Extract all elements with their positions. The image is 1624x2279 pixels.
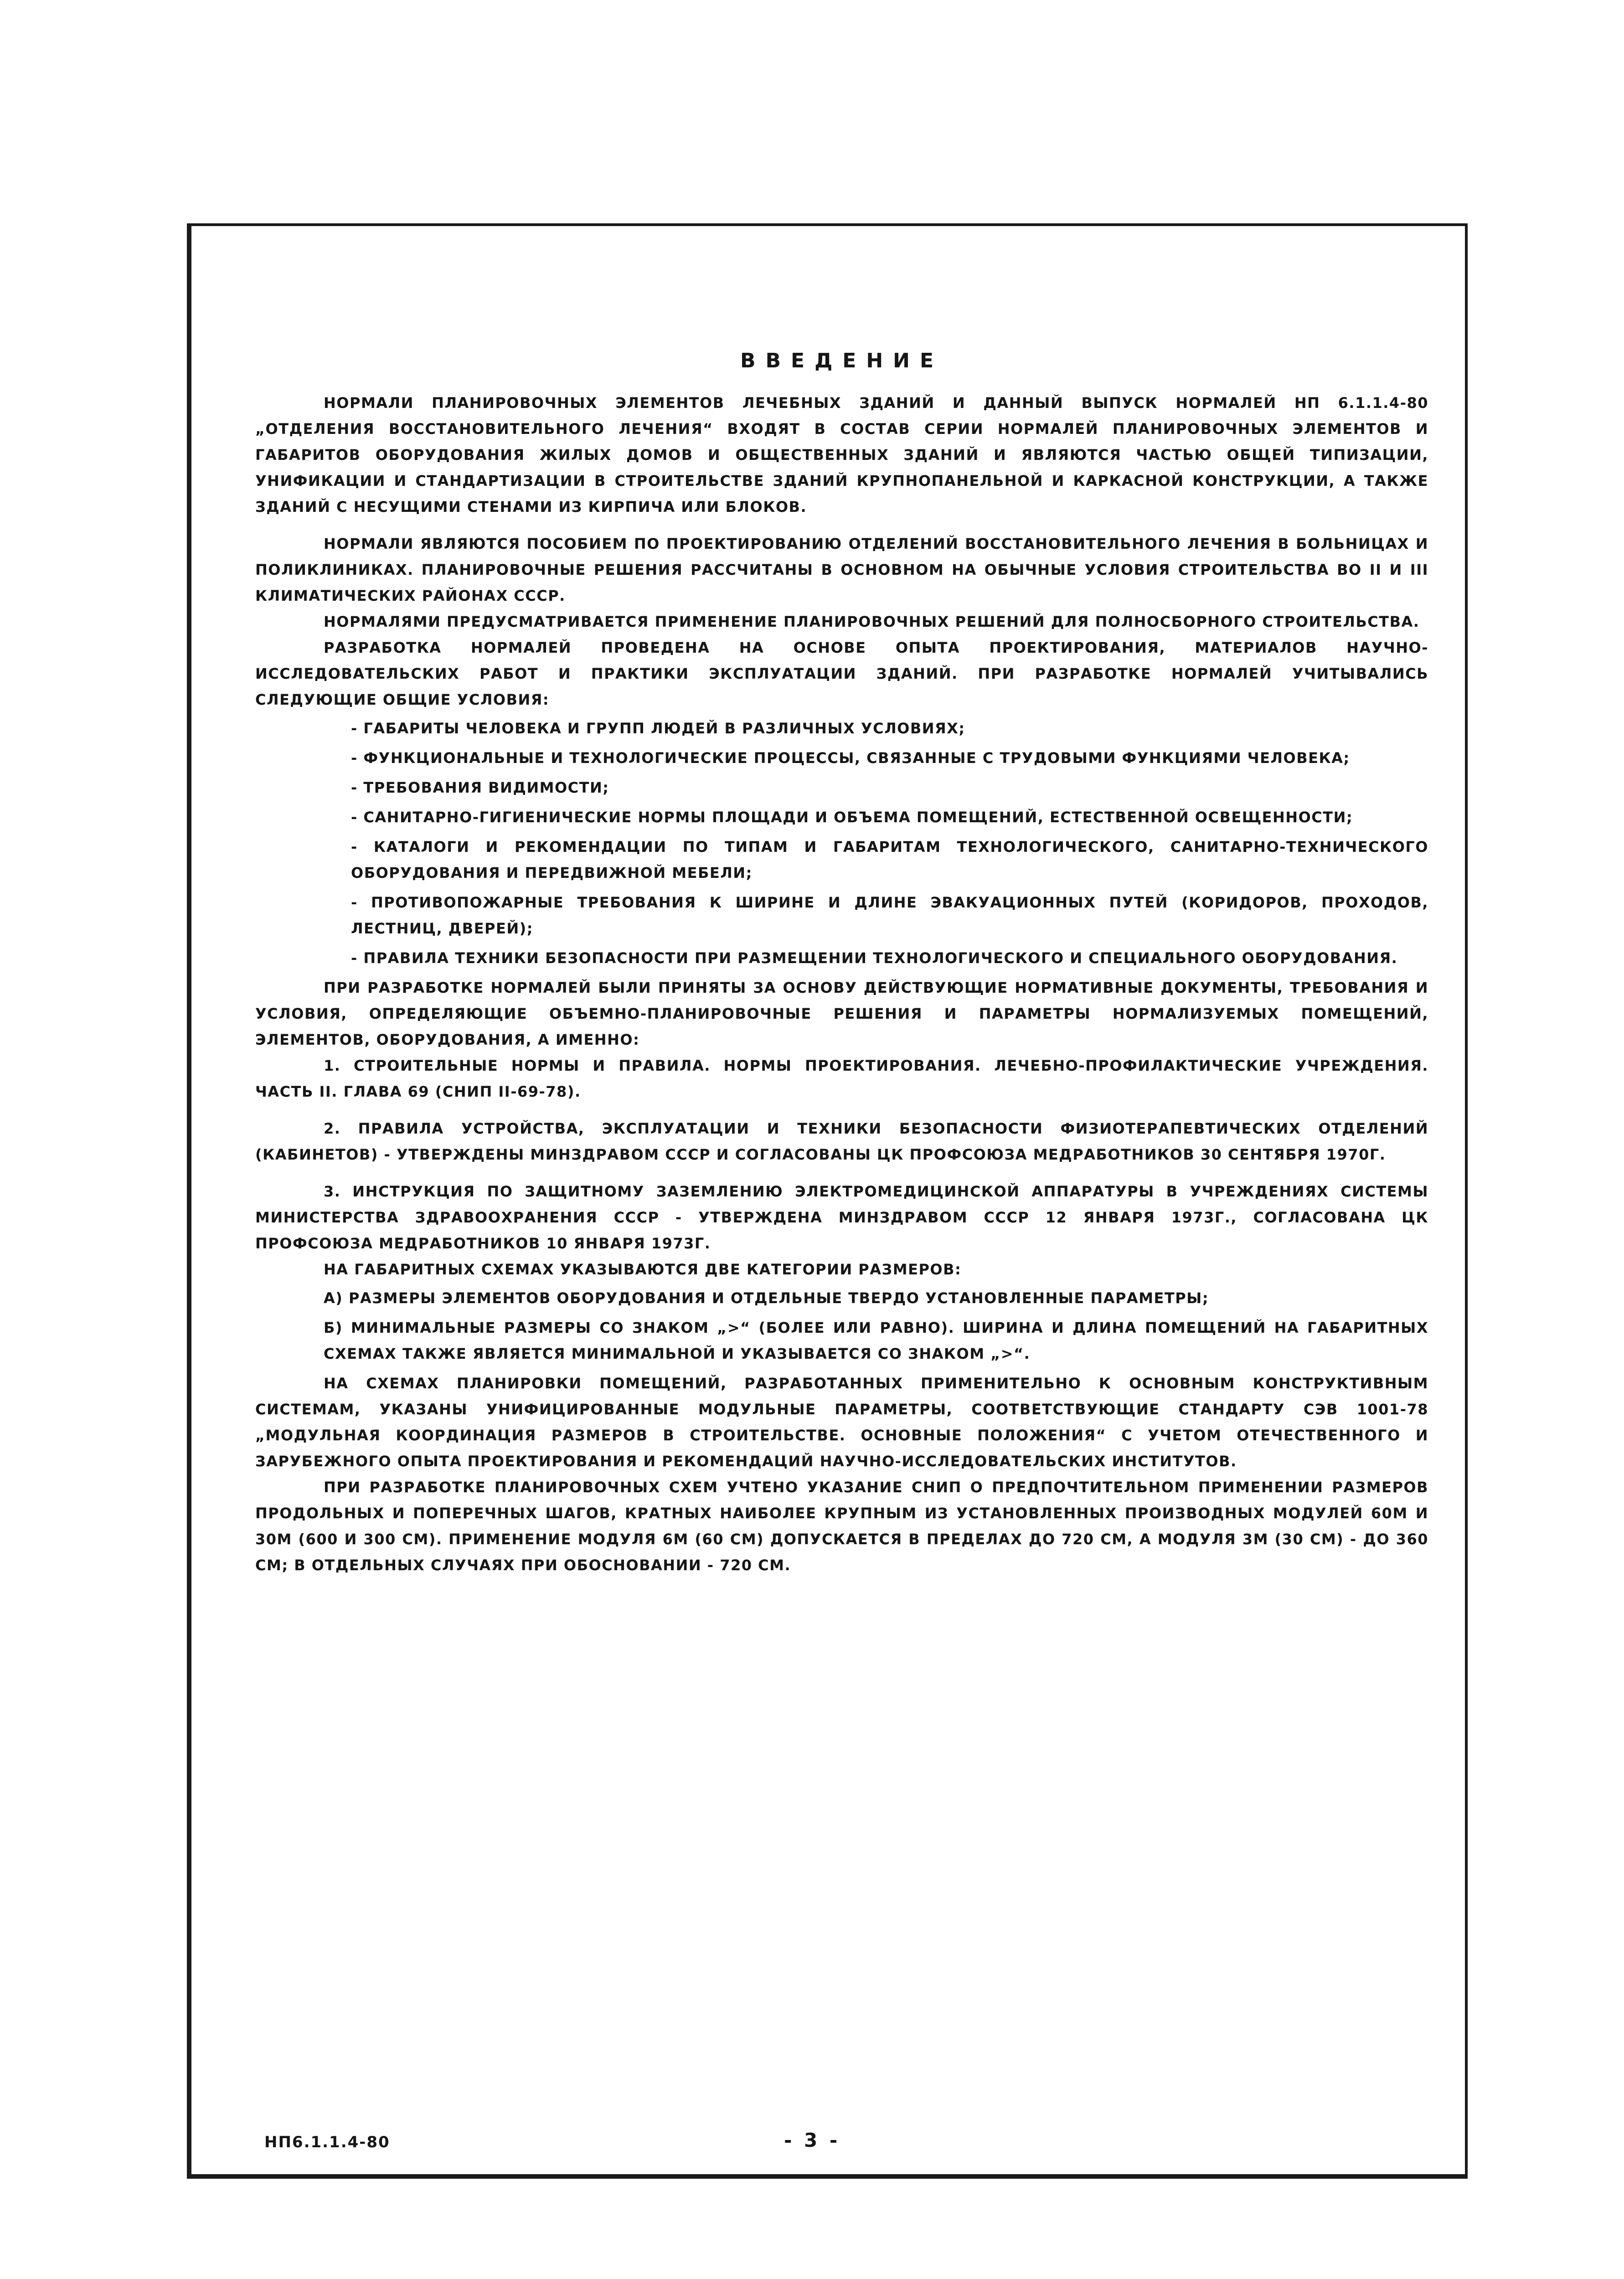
conditions-list (351, 716, 1428, 971)
document-item: 2. ПРАВИЛА УСТРОЙСТВА, ЭКСПЛУАТАЦИИ И ТЕХНИКИ БЕЗОПАСНОСТИ ФИЗИОТЕРАПЕВТИЧЕСКИХ ОТДЕЛЕНИЙ (КАБИНЕТОВ) - УТВЕРЖДЕНЫ МИНЗДРАВОМ СССР И СОГЛАСОВАНЫ ЦК ПРОФСОЮЗА МЕДРАБОТНИКОВ 30 СЕНТЯБРЯ 1970Г. (255, 1120, 1428, 1163)
condition-item: - ТРЕБОВАНИЯ ВИДИМОСТИ; (351, 779, 609, 796)
condition-item: - САНИТАРНО-ГИГИЕНИЧЕСКИЕ НОРМЫ ПЛОЩАДИ И ОБЪЕМА ПОМЕЩЕНИЙ, ЕСТЕСТВЕННОЙ ОСВЕЩЕННОСТИ; (351, 809, 1353, 826)
body-text (255, 390, 1428, 1578)
condition-item: - ГАБАРИТЫ ЧЕЛОВЕКА И ГРУПП ЛЮДЕЙ В РАЗЛИЧНЫХ УСЛОВИЯХ; (351, 720, 965, 737)
page-frame (187, 223, 1468, 2179)
page-number: - 3 - (784, 2129, 840, 2151)
spacing-paragraph: ПРИ РАЗРАБОТКЕ ПЛАНИРОВОЧНЫХ СХЕМ УЧТЕНО УКАЗАНИЕ СНИП О ПРЕДПОЧТИТЕЛЬНОМ ПРИМЕНЕНИИ РАЗМЕРОВ ПРОДОЛЬНЫХ И ПОПЕРЕЧНЫХ ШАГОВ, КРАТНЫХ НАИБОЛЕЕ КРУПНЫМ ИЗ УСТАНОВЛЕННЫХ ПРОИЗВОДНЫХ МОДУЛЕЙ 60М И 30М (600 И 300 СМ). ПРИМЕНЕНИЕ МОДУЛЯ 6М (60 СМ) ДОПУСКАЕТСЯ В ПРЕДЕЛАХ ДО 720 СМ, А МОДУЛЯ 3М (30 СМ) - ДО 360 СМ; В ОТДЕЛЬНЫХ СЛУЧАЯХ ПРИ ОБОСНОВАНИИ - 720 СМ. (255, 1479, 1428, 1574)
dimension-item: А) РАЗМЕРЫ ЭЛЕМЕНТОВ ОБОРУДОВАНИЯ И ОТДЕЛЬНЫЕ ТВЕРДО УСТАНОВЛЕННЫЕ ПАРАМЕТРЫ; (324, 1289, 1209, 1307)
condition-item: - ПРАВИЛА ТЕХНИКИ БЕЗОПАСНОСТИ ПРИ РАЗМЕЩЕНИИ ТЕХНОЛОГИЧЕСКОГО И СПЕЦИАЛЬНОГО ОБОРУДОВАНИЯ. (351, 949, 1398, 967)
dimension-item: Б) МИНИМАЛЬНЫЕ РАЗМЕРЫ СО ЗНАКОМ „>“ (БОЛЕЕ ИЛИ РАВНО). ШИРИНА И ДЛИНА ПОМЕЩЕНИЙ НА ГАБАРИТНЫХ СХЕМАХ ТАКЖЕ ЯВЛЯЕТСЯ МИНИМАЛЬНОЙ И УКАЗЫВАЕТСЯ СО ЗНАКОМ „>“. (324, 1319, 1428, 1362)
dimensions-intro: НА ГАБАРИТНЫХ СХЕМАХ УКАЗЫВАЮТСЯ ДВЕ КАТЕГОРИИ РАЗМЕРОВ: (324, 1261, 962, 1278)
modular-paragraph: НА СХЕМАХ ПЛАНИРОВКИ ПОМЕЩЕНИЙ, РАЗРАБОТАННЫХ ПРИМЕНИТЕЛЬНО К ОСНОВНЫМ КОНСТРУКТИВНЫМ СИСТЕМАМ, УКАЗАНЫ УНИФИЦИРОВАННЫЕ МОДУЛЬНЫЕ ПАРАМЕТРЫ, СООТВЕТСТВУЮЩИЕ СТАНДАРТУ СЭВ 1001-78 „МОДУЛЬНАЯ КООРДИНАЦИЯ РАЗМЕРОВ В СТРОИТЕЛЬСТВЕ. ОСНОВНЫЕ ПОЛОЖЕНИЯ“ С УЧЕТОМ ОТЕЧЕСТВЕННОГО И ЗАРУБЕЖНОГО ОПЫТА ПРОЕКТИРОВАНИЯ И РЕКОМЕНДАЦИЙ НАУЧНО-ИССЛЕДОВАТЕЛЬСКИХ ИНСТИТУТОВ. (255, 1375, 1428, 1470)
document-item: 1. СТРОИТЕЛЬНЫЕ НОРМЫ И ПРАВИЛА. НОРМЫ ПРОЕКТИРОВАНИЯ. ЛЕЧЕБНО-ПРОФИЛАКТИЧЕСКИЕ УЧРЕЖДЕНИЯ. ЧАСТЬ II. ГЛАВА 69 (СНИП II-69-78). (255, 1057, 1428, 1100)
prefab-paragraph: НОРМАЛЯМИ ПРЕДУСМАТРИВАЕТСЯ ПРИМЕНЕНИЕ ПЛАНИРОВОЧНЫХ РЕШЕНИЙ ДЛЯ ПОЛНОСБОРНОГО СТРОИТЕЛЬСТВА. (324, 613, 1420, 630)
basis-paragraph: ПРИ РАЗРАБОТКЕ НОРМАЛЕЙ БЫЛИ ПРИНЯТЫ ЗА ОСНОВУ ДЕЙСТВУЮЩИЕ НОРМАТИВНЫЕ ДОКУМЕНТЫ, ТРЕБОВАНИЯ И УСЛОВИЯ, ОПРЕДЕЛЯЮЩИЕ ОБЪЕМНО-ПЛАНИРОВОЧНЫЕ РЕШЕНИЯ И ПАРАМЕТРЫ НОРМАЛИЗУЕМЫХ ПОМЕЩЕНИЙ, ЭЛЕМЕНТОВ, ОБОРУДОВАНИЯ, А ИМЕННО: (255, 979, 1428, 1048)
purpose-paragraph: НОРМАЛИ ЯВЛЯЮТСЯ ПОСОБИЕМ ПО ПРОЕКТИРОВАНИЮ ОТДЕЛЕНИЙ ВОССТАНОВИТЕЛЬНОГО ЛЕЧЕНИЯ В БОЛЬНИЦАХ И ПОЛИКЛИНИКАХ. ПЛАНИРОВОЧНЫЕ РЕШЕНИЯ РАССЧИТАНЫ В ОСНОВНОМ НА ОБЫЧНЫЕ УСЛОВИЯ СТРОИТЕЛЬСТВА ВО II И III КЛИМАТИЧЕСКИХ РАЙОНАХ СССР. (255, 535, 1428, 604)
page-content (255, 226, 1428, 2174)
document-item: 3. ИНСТРУКЦИЯ ПО ЗАЩИТНОМУ ЗАЗЕМЛЕНИЮ ЭЛЕКТРОМЕДИЦИНСКОЙ АППАРАТУРЫ В УЧРЕЖДЕНИЯХ СИСТЕМЫ МИНИСТЕРСТВА ЗДРАВООХРАНЕНИЯ СССР - УТВЕРЖДЕНА МИНЗДРАВОМ СССР 12 ЯНВАРЯ 1973Г., СОГЛАСОВАНА ЦК ПРОФСОЮЗА МЕДРАБОТНИКОВ 10 ЯНВАРЯ 1973Г. (255, 1183, 1428, 1252)
condition-item: - ФУНКЦИОНАЛЬНЫЕ И ТЕХНОЛОГИЧЕСКИЕ ПРОЦЕССЫ, СВЯЗАННЫЕ С ТРУДОВЫМИ ФУНКЦИЯМИ ЧЕЛОВЕКА; (351, 749, 1350, 767)
dimensions-list (324, 1285, 1428, 1367)
development-paragraph: РАЗРАБОТКА НОРМАЛЕЙ ПРОВЕДЕНА НА ОСНОВЕ ОПЫТА ПРОЕКТИРОВАНИЯ, МАТЕРИАЛОВ НАУЧНО-ИССЛЕДОВАТЕЛЬСКИХ РАБОТ И ПРАКТИКИ ЭКСПЛУАТАЦИИ ЗДАНИЙ. ПРИ РАЗРАБОТКЕ НОРМАЛЕЙ УЧИТЫВАЛИСЬ СЛЕДУЮЩИЕ ОБЩИЕ УСЛОВИЯ: (255, 639, 1428, 708)
page-title: ВВЕДЕНИЕ (740, 349, 944, 372)
document-code: НП6.1.1.4-80 (264, 2133, 390, 2151)
intro-paragraph: НОРМАЛИ ПЛАНИРОВОЧНЫХ ЭЛЕМЕНТОВ ЛЕЧЕБНЫХ ЗДАНИЙ И ДАННЫЙ ВЫПУСК НОРМАЛЕЙ НП 6.1.1.4-80 „ОТДЕЛЕНИЯ ВОССТАНОВИТЕЛЬНОГО ЛЕЧЕНИЯ“ ВХОДЯТ В СОСТАВ СЕРИИ НОРМАЛЕЙ ПЛАНИРОВОЧНЫХ ЭЛЕМЕНТОВ И ГАБАРИТОВ ОБОРУДОВАНИЯ ЖИЛЫХ ДОМОВ И ОБЩЕСТВЕННЫХ ЗДАНИЙ И ЯВЛЯЮТСЯ ЧАСТЬЮ ОБЩЕЙ ТИПИЗАЦИИ, УНИФИКАЦИИ И СТАНДАРТИЗАЦИИ В СТРОИТЕЛЬСТВЕ ЗДАНИЙ КРУПНОПАНЕЛЬНОЙ И КАРКАСНОЙ КОНСТРУКЦИИ, А ТАКЖЕ ЗДАНИЙ С НЕСУЩИМИ СТЕНАМИ ИЗ КИРПИЧА ИЛИ БЛОКОВ. (255, 394, 1428, 516)
condition-item: - КАТАЛОГИ И РЕКОМЕНДАЦИИ ПО ТИПАМ И ГАБАРИТАМ ТЕХНОЛОГИЧЕСКОГО, САНИТАРНО-ТЕХНИЧЕСКОГО ОБОРУДОВАНИЯ И ПЕРЕДВИЖНОЙ МЕБЕЛИ; (351, 838, 1428, 882)
condition-item: - ПРОТИВОПОЖАРНЫЕ ТРЕБОВАНИЯ К ШИРИНЕ И ДЛИНЕ ЭВАКУАЦИОННЫХ ПУТЕЙ (КОРИДОРОВ, ПРОХОДОВ, ЛЕСТНИЦ, ДВЕРЕЙ); (351, 894, 1428, 937)
